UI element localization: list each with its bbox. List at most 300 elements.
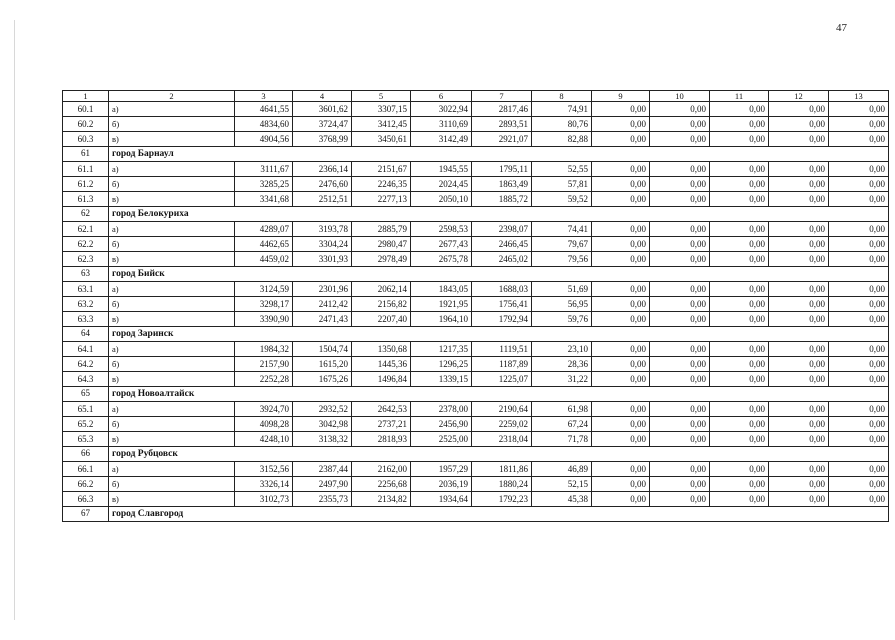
value-cell: 3412,45 <box>352 117 411 132</box>
value-cell: 1843,05 <box>411 282 472 297</box>
row-variant: б) <box>109 237 235 252</box>
row-code: 61.1 <box>63 162 109 177</box>
value-cell: 3724,47 <box>293 117 352 132</box>
value-cell: 2387,44 <box>293 462 352 477</box>
value-cell: 3601,62 <box>293 102 352 117</box>
value-cell: 0,00 <box>769 117 829 132</box>
row-variant: б) <box>109 477 235 492</box>
row-code: 63.2 <box>63 297 109 312</box>
row-code: 61 <box>63 147 109 162</box>
value-cell: 82,88 <box>532 132 592 147</box>
value-cell: 3152,56 <box>235 462 293 477</box>
value-cell: 3138,32 <box>293 432 352 447</box>
table-row <box>63 252 889 267</box>
header-row <box>63 91 889 102</box>
value-cell: 2318,04 <box>472 432 532 447</box>
value-cell: 0,00 <box>769 162 829 177</box>
value-cell: 23,10 <box>532 342 592 357</box>
row-code: 62.1 <box>63 222 109 237</box>
row-code: 60.1 <box>63 102 109 117</box>
value-cell: 0,00 <box>769 432 829 447</box>
value-cell: 2466,45 <box>472 237 532 252</box>
value-cell: 0,00 <box>710 477 769 492</box>
value-cell: 0,00 <box>710 162 769 177</box>
value-cell: 3111,67 <box>235 162 293 177</box>
tariff-table <box>62 90 889 522</box>
row-variant: б) <box>109 117 235 132</box>
value-cell: 0,00 <box>769 192 829 207</box>
value-cell: 2062,14 <box>352 282 411 297</box>
value-cell: 2497,90 <box>293 477 352 492</box>
value-cell: 0,00 <box>769 372 829 387</box>
city-name: город Славгород <box>109 507 889 522</box>
value-cell: 4834,60 <box>235 117 293 132</box>
value-cell: 0,00 <box>650 432 710 447</box>
value-cell: 0,00 <box>829 162 889 177</box>
value-cell: 0,00 <box>829 237 889 252</box>
value-cell: 0,00 <box>769 282 829 297</box>
row-variant: а) <box>109 102 235 117</box>
value-cell: 0,00 <box>769 132 829 147</box>
row-variant: б) <box>109 297 235 312</box>
value-cell: 3042,98 <box>293 417 352 432</box>
city-row <box>63 207 889 222</box>
value-cell: 0,00 <box>650 237 710 252</box>
value-cell: 0,00 <box>829 192 889 207</box>
row-variant: б) <box>109 417 235 432</box>
value-cell: 2642,53 <box>352 402 411 417</box>
value-cell: 2893,51 <box>472 117 532 132</box>
row-variant: а) <box>109 162 235 177</box>
value-cell: 0,00 <box>650 402 710 417</box>
value-cell: 0,00 <box>592 162 650 177</box>
value-cell: 1339,15 <box>411 372 472 387</box>
value-cell: 3022,94 <box>411 102 472 117</box>
value-cell: 1504,74 <box>293 342 352 357</box>
value-cell: 0,00 <box>650 282 710 297</box>
value-cell: 2471,43 <box>293 312 352 327</box>
value-cell: 0,00 <box>592 282 650 297</box>
value-cell: 4248,10 <box>235 432 293 447</box>
table-row <box>63 372 889 387</box>
value-cell: 2677,43 <box>411 237 472 252</box>
value-cell: 1217,35 <box>411 342 472 357</box>
column-header: 4 <box>293 91 352 102</box>
value-cell: 0,00 <box>592 312 650 327</box>
row-code: 66.3 <box>63 492 109 507</box>
value-cell: 2036,19 <box>411 477 472 492</box>
value-cell: 2512,51 <box>293 192 352 207</box>
value-cell: 0,00 <box>650 102 710 117</box>
value-cell: 4098,28 <box>235 417 293 432</box>
value-cell: 0,00 <box>592 432 650 447</box>
value-cell: 2476,60 <box>293 177 352 192</box>
value-cell: 1187,89 <box>472 357 532 372</box>
value-cell: 0,00 <box>650 297 710 312</box>
value-cell: 0,00 <box>710 237 769 252</box>
city-name: город Рубцовск <box>109 447 889 462</box>
table-row <box>63 312 889 327</box>
column-header: 1 <box>63 91 109 102</box>
city-row <box>63 327 889 342</box>
value-cell: 0,00 <box>650 132 710 147</box>
row-code: 65.2 <box>63 417 109 432</box>
value-cell: 31,22 <box>532 372 592 387</box>
value-cell: 1885,72 <box>472 192 532 207</box>
row-code: 62.2 <box>63 237 109 252</box>
value-cell: 3102,73 <box>235 492 293 507</box>
value-cell: 2412,42 <box>293 297 352 312</box>
value-cell: 2398,07 <box>472 222 532 237</box>
page-number: 47 <box>836 22 847 34</box>
value-cell: 0,00 <box>650 342 710 357</box>
row-code: 64.3 <box>63 372 109 387</box>
value-cell: 2921,07 <box>472 132 532 147</box>
value-cell: 0,00 <box>710 117 769 132</box>
row-code: 64 <box>63 327 109 342</box>
city-name: город Заринск <box>109 327 889 342</box>
value-cell: 0,00 <box>829 402 889 417</box>
value-cell: 0,00 <box>710 252 769 267</box>
table-row <box>63 282 889 297</box>
value-cell: 0,00 <box>650 462 710 477</box>
row-variant: а) <box>109 282 235 297</box>
table-row <box>63 462 889 477</box>
value-cell: 3193,78 <box>293 222 352 237</box>
value-cell: 3390,90 <box>235 312 293 327</box>
city-row <box>63 267 889 282</box>
value-cell: 1795,11 <box>472 162 532 177</box>
row-variant: в) <box>109 192 235 207</box>
column-header: 5 <box>352 91 411 102</box>
value-cell: 67,24 <box>532 417 592 432</box>
value-cell: 0,00 <box>650 477 710 492</box>
value-cell: 2737,21 <box>352 417 411 432</box>
value-cell: 3285,25 <box>235 177 293 192</box>
value-cell: 1934,64 <box>411 492 472 507</box>
value-cell: 1225,07 <box>472 372 532 387</box>
value-cell: 46,89 <box>532 462 592 477</box>
city-name: город Белокуриха <box>109 207 889 222</box>
table-body <box>63 91 889 522</box>
value-cell: 0,00 <box>829 102 889 117</box>
row-variant: а) <box>109 222 235 237</box>
row-variant: в) <box>109 372 235 387</box>
value-cell: 57,81 <box>532 177 592 192</box>
table-row <box>63 402 889 417</box>
value-cell: 4462,65 <box>235 237 293 252</box>
value-cell: 0,00 <box>710 342 769 357</box>
row-code: 63.1 <box>63 282 109 297</box>
value-cell: 0,00 <box>710 222 769 237</box>
table-row <box>63 477 889 492</box>
value-cell: 0,00 <box>710 402 769 417</box>
value-cell: 0,00 <box>769 462 829 477</box>
row-code: 65.3 <box>63 432 109 447</box>
value-cell: 2355,73 <box>293 492 352 507</box>
value-cell: 2156,82 <box>352 297 411 312</box>
city-row <box>63 387 889 402</box>
value-cell: 0,00 <box>829 462 889 477</box>
value-cell: 0,00 <box>592 252 650 267</box>
value-cell: 1957,29 <box>411 462 472 477</box>
value-cell: 2277,13 <box>352 192 411 207</box>
value-cell: 52,15 <box>532 477 592 492</box>
table-row <box>63 492 889 507</box>
value-cell: 56,95 <box>532 297 592 312</box>
table-row <box>63 432 889 447</box>
value-cell: 1792,94 <box>472 312 532 327</box>
city-row <box>63 447 889 462</box>
row-code: 64.1 <box>63 342 109 357</box>
value-cell: 2932,52 <box>293 402 352 417</box>
value-cell: 2256,68 <box>352 477 411 492</box>
value-cell: 2151,67 <box>352 162 411 177</box>
row-code: 60.3 <box>63 132 109 147</box>
value-cell: 0,00 <box>710 492 769 507</box>
row-code: 63.3 <box>63 312 109 327</box>
value-cell: 1863,49 <box>472 177 532 192</box>
table-row <box>63 222 889 237</box>
row-variant: б) <box>109 357 235 372</box>
value-cell: 3341,68 <box>235 192 293 207</box>
value-cell: 0,00 <box>829 222 889 237</box>
table-row <box>63 117 889 132</box>
table-row <box>63 342 889 357</box>
value-cell: 2366,14 <box>293 162 352 177</box>
value-cell: 0,00 <box>650 252 710 267</box>
value-cell: 0,00 <box>829 477 889 492</box>
value-cell: 0,00 <box>829 372 889 387</box>
value-cell: 0,00 <box>710 417 769 432</box>
value-cell: 1964,10 <box>411 312 472 327</box>
column-header: 10 <box>650 91 710 102</box>
value-cell: 1921,95 <box>411 297 472 312</box>
value-cell: 45,38 <box>532 492 592 507</box>
row-variant: в) <box>109 312 235 327</box>
value-cell: 0,00 <box>650 312 710 327</box>
value-cell: 28,36 <box>532 357 592 372</box>
value-cell: 0,00 <box>829 252 889 267</box>
value-cell: 1688,03 <box>472 282 532 297</box>
value-cell: 0,00 <box>829 357 889 372</box>
value-cell: 0,00 <box>829 492 889 507</box>
value-cell: 0,00 <box>829 132 889 147</box>
row-code: 61.2 <box>63 177 109 192</box>
value-cell: 1296,25 <box>411 357 472 372</box>
value-cell: 52,55 <box>532 162 592 177</box>
value-cell: 59,52 <box>532 192 592 207</box>
value-cell: 3768,99 <box>293 132 352 147</box>
value-cell: 0,00 <box>592 492 650 507</box>
value-cell: 0,00 <box>769 237 829 252</box>
value-cell: 0,00 <box>592 342 650 357</box>
city-row <box>63 147 889 162</box>
table-row <box>63 177 889 192</box>
value-cell: 2378,00 <box>411 402 472 417</box>
value-cell: 1496,84 <box>352 372 411 387</box>
column-header: 11 <box>710 91 769 102</box>
city-row <box>63 507 889 522</box>
column-header: 6 <box>411 91 472 102</box>
value-cell: 2465,02 <box>472 252 532 267</box>
value-cell: 2301,96 <box>293 282 352 297</box>
value-cell: 2190,64 <box>472 402 532 417</box>
column-header: 13 <box>829 91 889 102</box>
value-cell: 71,78 <box>532 432 592 447</box>
value-cell: 0,00 <box>769 342 829 357</box>
value-cell: 0,00 <box>650 177 710 192</box>
value-cell: 0,00 <box>592 132 650 147</box>
row-variant: в) <box>109 252 235 267</box>
value-cell: 2134,82 <box>352 492 411 507</box>
value-cell: 1350,68 <box>352 342 411 357</box>
value-cell: 0,00 <box>769 477 829 492</box>
value-cell: 0,00 <box>710 192 769 207</box>
column-header: 7 <box>472 91 532 102</box>
value-cell: 0,00 <box>769 102 829 117</box>
value-cell: 4289,07 <box>235 222 293 237</box>
value-cell: 4904,56 <box>235 132 293 147</box>
value-cell: 79,56 <box>532 252 592 267</box>
value-cell: 1945,55 <box>411 162 472 177</box>
row-code: 60.2 <box>63 117 109 132</box>
value-cell: 0,00 <box>710 282 769 297</box>
city-name: город Бийск <box>109 267 889 282</box>
value-cell: 0,00 <box>650 417 710 432</box>
value-cell: 0,00 <box>829 117 889 132</box>
value-cell: 2259,02 <box>472 417 532 432</box>
value-cell: 3124,59 <box>235 282 293 297</box>
row-code: 64.2 <box>63 357 109 372</box>
value-cell: 0,00 <box>592 192 650 207</box>
table-row <box>63 192 889 207</box>
value-cell: 2050,10 <box>411 192 472 207</box>
value-cell: 4459,02 <box>235 252 293 267</box>
value-cell: 1811,86 <box>472 462 532 477</box>
value-cell: 2157,90 <box>235 357 293 372</box>
value-cell: 51,69 <box>532 282 592 297</box>
page-edge-line <box>14 20 15 620</box>
column-header: 12 <box>769 91 829 102</box>
value-cell: 0,00 <box>829 432 889 447</box>
value-cell: 1880,24 <box>472 477 532 492</box>
value-cell: 0,00 <box>650 492 710 507</box>
value-cell: 0,00 <box>710 297 769 312</box>
table-row <box>63 357 889 372</box>
table-row <box>63 237 889 252</box>
value-cell: 0,00 <box>829 417 889 432</box>
value-cell: 0,00 <box>650 117 710 132</box>
value-cell: 1792,23 <box>472 492 532 507</box>
column-header: 9 <box>592 91 650 102</box>
value-cell: 1984,32 <box>235 342 293 357</box>
value-cell: 2207,40 <box>352 312 411 327</box>
value-cell: 0,00 <box>769 417 829 432</box>
row-code: 65 <box>63 387 109 402</box>
value-cell: 2456,90 <box>411 417 472 432</box>
value-cell: 0,00 <box>710 372 769 387</box>
value-cell: 0,00 <box>592 237 650 252</box>
table-row <box>63 162 889 177</box>
value-cell: 74,91 <box>532 102 592 117</box>
value-cell: 0,00 <box>769 252 829 267</box>
value-cell: 3307,15 <box>352 102 411 117</box>
row-variant: в) <box>109 132 235 147</box>
value-cell: 1756,41 <box>472 297 532 312</box>
value-cell: 0,00 <box>829 297 889 312</box>
value-cell: 2162,00 <box>352 462 411 477</box>
value-cell: 0,00 <box>592 402 650 417</box>
row-code: 66 <box>63 447 109 462</box>
value-cell: 0,00 <box>592 417 650 432</box>
value-cell: 0,00 <box>710 462 769 477</box>
value-cell: 0,00 <box>769 492 829 507</box>
value-cell: 0,00 <box>710 102 769 117</box>
row-variant: а) <box>109 342 235 357</box>
row-variant: а) <box>109 402 235 417</box>
value-cell: 0,00 <box>710 177 769 192</box>
value-cell: 0,00 <box>769 402 829 417</box>
value-cell: 0,00 <box>592 297 650 312</box>
row-code: 67 <box>63 507 109 522</box>
value-cell: 0,00 <box>769 357 829 372</box>
value-cell: 3301,93 <box>293 252 352 267</box>
column-header: 8 <box>532 91 592 102</box>
value-cell: 0,00 <box>592 357 650 372</box>
value-cell: 3142,49 <box>411 132 472 147</box>
value-cell: 3450,61 <box>352 132 411 147</box>
value-cell: 2246,35 <box>352 177 411 192</box>
value-cell: 79,67 <box>532 237 592 252</box>
value-cell: 1615,20 <box>293 357 352 372</box>
value-cell: 0,00 <box>710 312 769 327</box>
value-cell: 59,76 <box>532 312 592 327</box>
value-cell: 2675,78 <box>411 252 472 267</box>
value-cell: 0,00 <box>592 477 650 492</box>
value-cell: 0,00 <box>592 222 650 237</box>
value-cell: 2818,93 <box>352 432 411 447</box>
value-cell: 74,41 <box>532 222 592 237</box>
value-cell: 1445,36 <box>352 357 411 372</box>
value-cell: 2024,45 <box>411 177 472 192</box>
value-cell: 0,00 <box>650 222 710 237</box>
table-row <box>63 132 889 147</box>
value-cell: 0,00 <box>592 177 650 192</box>
value-cell: 0,00 <box>829 312 889 327</box>
value-cell: 0,00 <box>592 117 650 132</box>
value-cell: 0,00 <box>769 177 829 192</box>
row-code: 66.1 <box>63 462 109 477</box>
value-cell: 4641,55 <box>235 102 293 117</box>
value-cell: 1119,51 <box>472 342 532 357</box>
value-cell: 2817,46 <box>472 102 532 117</box>
value-cell: 2885,79 <box>352 222 411 237</box>
row-variant: а) <box>109 462 235 477</box>
value-cell: 1675,26 <box>293 372 352 387</box>
value-cell: 0,00 <box>592 372 650 387</box>
value-cell: 0,00 <box>769 312 829 327</box>
value-cell: 0,00 <box>650 192 710 207</box>
value-cell: 61,98 <box>532 402 592 417</box>
value-cell: 0,00 <box>650 357 710 372</box>
row-code: 63 <box>63 267 109 282</box>
value-cell: 0,00 <box>769 222 829 237</box>
table-row <box>63 417 889 432</box>
value-cell: 0,00 <box>710 432 769 447</box>
row-code: 62 <box>63 207 109 222</box>
table-row <box>63 297 889 312</box>
